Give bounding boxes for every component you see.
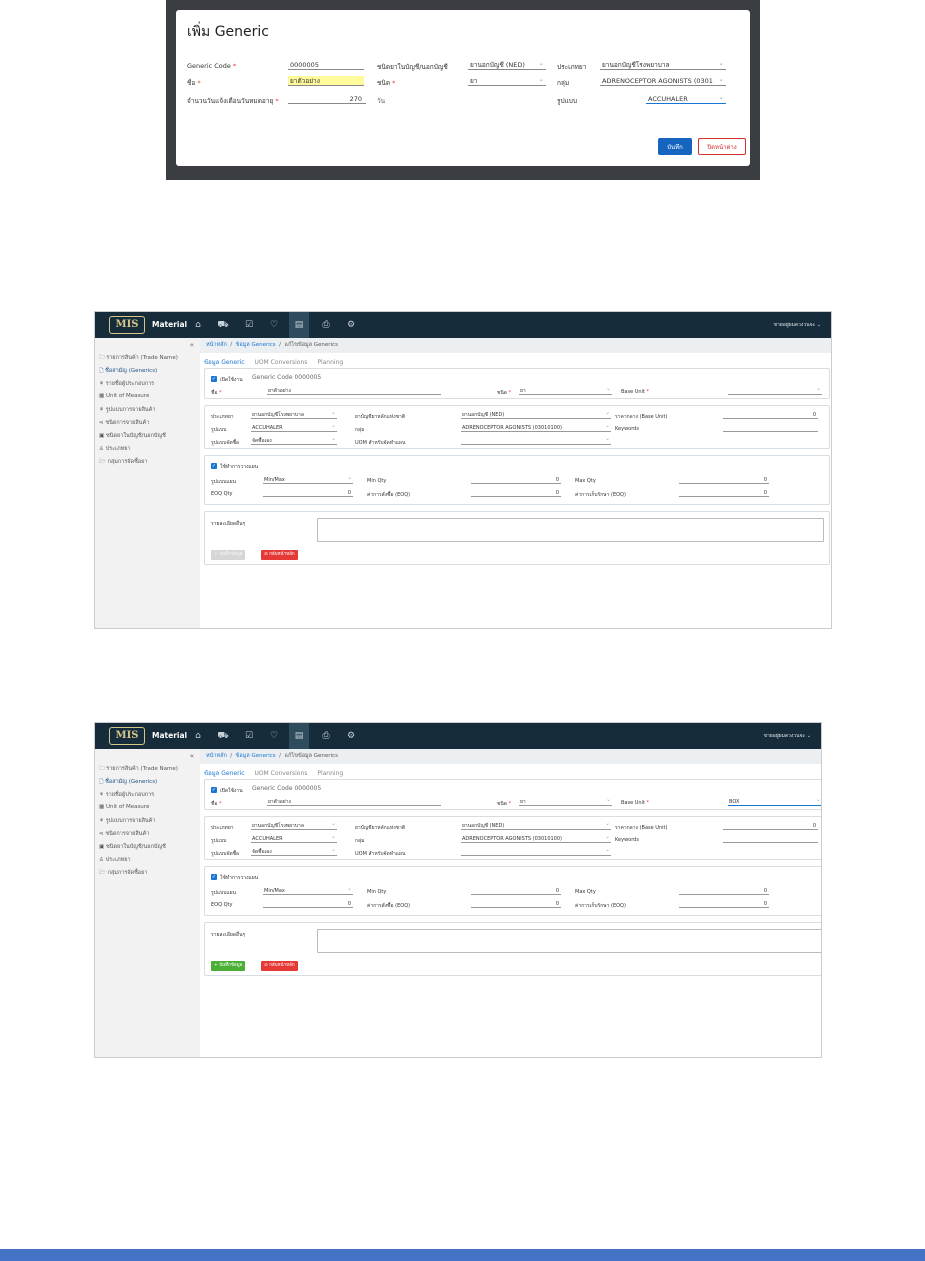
page-footer-bar xyxy=(0,1249,925,1261)
app-name: Material xyxy=(152,320,188,329)
holding-cost-input[interactable]: 0 xyxy=(679,900,769,908)
tab-generic-info[interactable]: ข้อมูล Generic xyxy=(204,768,245,781)
breadcrumb-home[interactable]: หน้าหลัก xyxy=(206,753,227,759)
max-qty-label: Max Qty xyxy=(575,889,596,895)
uom-plan-select[interactable] xyxy=(461,437,611,445)
save-button[interactable]: บันทึก xyxy=(658,138,692,155)
price-label: ราคากลาง (Base Unit) xyxy=(615,825,668,831)
purchase-form-label: รูปแบบจัดซื้อ xyxy=(211,440,240,446)
category-label: ประเภทยา xyxy=(557,63,587,71)
database-icon[interactable]: ▤ xyxy=(289,723,309,749)
breadcrumb-current: แก้ไขข้อมูล Generics xyxy=(284,753,338,759)
active-checkbox[interactable]: ✓ xyxy=(211,376,217,382)
checklist-icon[interactable]: ☑ xyxy=(244,731,254,741)
kind-label: ชนิด * xyxy=(377,79,396,87)
tab-uom-conversions[interactable]: UOM Conversions xyxy=(254,359,308,366)
cart-icon[interactable]: ⛟ xyxy=(217,320,229,330)
national-list-select[interactable]: ยานอกบัญชี (NED) ⌄ xyxy=(461,822,611,830)
base-unit-label: Base Unit * xyxy=(621,389,650,395)
document-icon[interactable]: ⎙ xyxy=(322,320,330,330)
home-icon[interactable]: ⌂ xyxy=(195,320,201,330)
kind-select[interactable]: ยา ⌄ xyxy=(468,76,546,86)
sidebar-item-uom[interactable]: ▦ Unit of Measure xyxy=(99,393,150,399)
plan-model-select[interactable]: Min/Max ⌄ xyxy=(263,887,353,895)
app-logo: MIS xyxy=(109,727,145,745)
sidebar xyxy=(95,338,200,628)
details-panel xyxy=(204,816,822,860)
sidebar-item-drug-category[interactable]: ♙ ประเภทยา xyxy=(99,446,131,452)
top-navbar xyxy=(95,312,831,338)
back-home-button[interactable]: ⊘ กลับหน้าหลัก xyxy=(261,961,298,971)
sidebar-item-trade-name[interactable]: 🗀 รายการสินค้า (Trade Name) xyxy=(99,355,178,361)
keywords-input[interactable] xyxy=(723,424,818,432)
group-label: กลุ่ม xyxy=(355,427,365,433)
settings-icon[interactable]: ⚙ xyxy=(346,320,356,330)
kind-label: ชนิด * xyxy=(497,801,512,807)
base-unit-label: Base Unit * xyxy=(621,800,650,806)
max-qty-input[interactable]: 0 xyxy=(679,476,769,484)
save-data-button[interactable]: + บันทึกข้อมูล xyxy=(211,961,245,971)
name-input[interactable]: ยาตัวอย่าง xyxy=(267,798,441,806)
min-qty-label: Min Qty xyxy=(367,478,387,484)
database-icon[interactable]: ▤ xyxy=(289,312,309,338)
name-input[interactable]: ยาตัวอย่าง xyxy=(267,387,441,395)
category-select[interactable]: ยานอกบัญชีโรงพยาบาล ⌄ xyxy=(600,60,726,70)
group-select[interactable]: ADRENOCEPTOR AGONISTS (0301 ⌄ xyxy=(600,76,726,86)
category-label: ประเภทยา xyxy=(211,825,234,831)
form-label: รูปแบบ xyxy=(557,97,578,105)
days-unit: วัน xyxy=(377,97,386,105)
sidebar-item-dispense-form[interactable]: ⚘ รูปแบบการจายสินค้า xyxy=(99,818,156,824)
settings-icon[interactable]: ⚙ xyxy=(346,731,356,741)
plan-model-select[interactable]: Min/Max ⌄ xyxy=(263,476,353,484)
add-generic-dialog xyxy=(176,10,750,166)
handshake-icon[interactable]: ♡ xyxy=(269,320,279,330)
form-select[interactable]: ACCUHALER ⌄ xyxy=(251,835,337,843)
eoq-qty-input[interactable]: 0 xyxy=(263,489,353,497)
notes-label: รายละเอียดอื่นๆ xyxy=(211,932,246,938)
sidebar-item-purchase-group[interactable]: 🗁 กลุ่มการจัดซื้อยา xyxy=(99,459,148,465)
collapse-sidebar-icon[interactable]: « xyxy=(189,752,194,760)
notes-label: รายละเอียดอื่นๆ xyxy=(211,521,246,527)
expiry-days-label: จำนวนวันแจ้งเตือนวันหมดอายุ * xyxy=(187,97,279,105)
name-label: ชื่อ * xyxy=(211,390,222,396)
order-cost-input[interactable]: 0 xyxy=(471,900,561,908)
handshake-icon[interactable]: ♡ xyxy=(269,731,279,741)
generic-edit-screenshot xyxy=(94,722,822,1058)
min-qty-label: Min Qty xyxy=(367,889,387,895)
category-label: ประเภทยา xyxy=(211,414,234,420)
save-data-button[interactable]: + บันทึกข้อมูล xyxy=(211,550,245,560)
breadcrumb-home[interactable]: หน้าหลัก xyxy=(206,342,227,348)
close-window-button[interactable]: ปิดหน้าต่าง xyxy=(698,138,746,155)
national-list-label: ยาบัญชียาหลักแห่งชาติ xyxy=(355,825,406,831)
uom-plan-label: UOM สำหรับจัดทำแผน xyxy=(355,851,406,857)
sidebar-item-trade-name[interactable]: 🗀 รายการสินค้า (Trade Name) xyxy=(99,766,178,772)
active-checkbox[interactable]: ✓ xyxy=(211,787,217,793)
kind-select[interactable]: ยา ⌄ xyxy=(519,387,612,395)
purchase-form-select[interactable]: จัดซื้อเอง ⌄ xyxy=(251,437,337,445)
keywords-label: Keywords xyxy=(615,426,639,432)
eoq-qty-label: EOQ Qty xyxy=(211,902,233,908)
eoq-qty-label: EOQ Qty xyxy=(211,491,233,497)
keywords-input[interactable] xyxy=(723,835,818,843)
sidebar-item-suppliers[interactable]: ⚘ รายชื่อผู้ประกอบการ xyxy=(99,792,155,798)
sidebar-item-purchase-group[interactable]: 🗁 กลุ่มการจัดซื้อยา xyxy=(99,870,148,876)
breadcrumb-current: แก้ไขข้อมูล Generics xyxy=(284,342,338,348)
tab-planning[interactable]: Planning xyxy=(317,359,344,366)
active-label: เปิดใช้งาน xyxy=(220,377,243,383)
national-list-select[interactable]: ยานอกบัญชี (NED) ⌄ xyxy=(461,411,611,419)
sidebar-item-dispense-form[interactable]: ⚘ รูปแบบการจายสินค้า xyxy=(99,407,156,413)
max-qty-input[interactable]: 0 xyxy=(679,887,769,895)
keywords-label: Keywords xyxy=(615,837,639,843)
kind-select[interactable]: ยา ⌄ xyxy=(519,798,612,806)
name-label: ชื่อ * xyxy=(211,801,222,807)
eoq-qty-input[interactable]: 0 xyxy=(263,900,353,908)
add-generic-modal-screenshot xyxy=(166,0,760,180)
app-logo: MIS xyxy=(109,316,145,334)
planning-panel xyxy=(204,455,830,505)
form-label: รูปแบบ xyxy=(211,838,227,844)
back-home-button[interactable]: ⊘ กลับหน้าหลัก xyxy=(261,550,298,560)
plan-model-label: รูปแบบแผน xyxy=(211,479,236,485)
form-select[interactable]: ACCUHALER ⌄ xyxy=(646,94,726,104)
national-list-label: ยาบัญชียาหลักแห่งชาติ xyxy=(355,414,406,420)
plan-checkbox[interactable]: ✓ xyxy=(211,463,217,469)
sidebar-item-account-type[interactable]: ▣ ชนิดยาในบัญชี/นอกบัญชี xyxy=(99,433,166,439)
plan-model-label: รูปแบบแผน xyxy=(211,890,236,896)
generic-code-display: Generic Code 0000005 xyxy=(252,785,322,792)
generic-edit-screenshot xyxy=(94,311,832,629)
group-select[interactable]: ADRENOCEPTOR AGONISTS (03010100) ⌄ xyxy=(461,835,611,843)
general-panel xyxy=(204,368,830,399)
home-icon[interactable]: ⌂ xyxy=(195,731,201,741)
account-type-label: ชนิดยาในบัญชี/นอกบัญชี xyxy=(377,63,448,71)
notes-textarea[interactable] xyxy=(317,518,824,542)
sidebar-item-dispense-type[interactable]: ⋖ ชนิดการจายสินค้า xyxy=(99,420,150,426)
group-select[interactable]: ADRENOCEPTOR AGONISTS (03010100) ⌄ xyxy=(461,424,611,432)
kind-label: ชนิด * xyxy=(497,390,512,396)
group-label: กลุ่ม xyxy=(355,838,365,844)
notes-panel xyxy=(204,922,822,976)
uom-plan-select[interactable] xyxy=(461,848,611,856)
notes-panel xyxy=(204,511,830,565)
purchase-form-select[interactable]: จัดซื้อเอง ⌄ xyxy=(251,848,337,856)
tab-generic-info[interactable]: ข้อมูล Generic xyxy=(204,357,245,370)
cart-icon[interactable]: ⛟ xyxy=(217,731,229,741)
sidebar-item-account-type[interactable]: ▣ ชนิดยาในบัญชี/นอกบัญชี xyxy=(99,844,166,850)
price-label: ราคากลาง (Base Unit) xyxy=(615,414,668,420)
planning-panel xyxy=(204,866,822,916)
purchase-form-label: รูปแบบจัดซื้อ xyxy=(211,851,240,857)
form-label: รูปแบบ xyxy=(211,427,227,433)
dialog-title: เพิ่ม Generic xyxy=(187,24,269,40)
sidebar-item-generics[interactable]: 🗋 ชื่อสามัญ (Generics) xyxy=(99,368,158,374)
category-select[interactable]: ยานอกบัญชีโรงพยาบาล ⌄ xyxy=(251,822,337,830)
order-cost-input[interactable]: 0 xyxy=(471,489,561,497)
plan-label: ใช้ทำการวางแผน xyxy=(220,464,259,470)
base-unit-select[interactable]: BOX ⌄ xyxy=(728,798,822,806)
breadcrumb-generics[interactable]: ข้อมูล Generics xyxy=(235,342,276,348)
document-icon[interactable]: ⎙ xyxy=(322,731,330,741)
expiry-days-field[interactable]: 270 xyxy=(288,94,366,104)
breadcrumb: หน้าหลัก / ข้อมูล Generics / แก้ไขข้อมูล Generics xyxy=(200,749,821,764)
details-panel xyxy=(204,405,830,449)
max-qty-label: Max Qty xyxy=(575,478,596,484)
price-input[interactable]: 0 xyxy=(723,411,818,419)
order-cost-label: ค่าการสั่งซื้อ (EOQ) xyxy=(367,492,411,498)
uom-plan-label: UOM สำหรับจัดทำแผน xyxy=(355,440,406,446)
tab-uom-conversions[interactable]: UOM Conversions xyxy=(254,770,308,777)
plan-checkbox[interactable]: ✓ xyxy=(211,874,217,880)
holding-cost-label: ค่าการเก็บรักษา (EOQ) xyxy=(575,492,626,498)
min-qty-input[interactable]: 0 xyxy=(471,476,561,484)
user-menu[interactable]: ขายอยู่ผมดวงวนจะ ⌄ xyxy=(763,733,811,739)
sidebar-item-dispense-type[interactable]: ⋖ ชนิดการจายสินค้า xyxy=(99,831,150,837)
plan-label: ใช้ทำการวางแผน xyxy=(220,875,259,881)
price-input[interactable]: 0 xyxy=(723,822,818,830)
collapse-sidebar-icon[interactable]: « xyxy=(189,341,194,349)
category-select[interactable]: ยานอกบัญชีโรงพยาบาล ⌄ xyxy=(251,411,337,419)
user-menu[interactable]: ขายอยู่ผมดวงวนจะ ⌄ xyxy=(773,322,821,328)
notes-textarea[interactable] xyxy=(317,929,822,953)
min-qty-input[interactable]: 0 xyxy=(471,887,561,895)
name-field[interactable]: ยาตัวอย่าง xyxy=(288,76,364,86)
generic-code-field[interactable]: 0000005 xyxy=(288,60,364,70)
holding-cost-input[interactable]: 0 xyxy=(679,489,769,497)
sidebar-item-suppliers[interactable]: ⚘ รายชื่อผู้ประกอบการ xyxy=(99,381,155,387)
breadcrumb: หน้าหลัก / ข้อมูล Generics / แก้ไขข้อมูล Generics xyxy=(200,338,831,353)
order-cost-label: ค่าการสั่งซื้อ (EOQ) xyxy=(367,903,411,909)
sidebar-item-drug-category[interactable]: ♙ ประเภทยา xyxy=(99,857,131,863)
top-navbar xyxy=(95,723,821,749)
active-label: เปิดใช้งาน xyxy=(220,788,243,794)
account-type-select[interactable]: ยานอกบัญชี (NED) ⌄ xyxy=(468,60,546,70)
group-label: กลุ่ม xyxy=(557,79,570,87)
name-label: ชื่อ * xyxy=(187,79,201,87)
generic-code-label: Generic Code * xyxy=(187,62,237,70)
checklist-icon[interactable]: ☑ xyxy=(244,320,254,330)
generic-code-display: Generic Code 0000005 xyxy=(252,374,322,381)
sidebar-item-generics[interactable]: 🗋 ชื่อสามัญ (Generics) xyxy=(99,779,158,785)
tab-planning[interactable]: Planning xyxy=(317,770,344,777)
breadcrumb-generics[interactable]: ข้อมูล Generics xyxy=(235,753,276,759)
sidebar xyxy=(95,749,200,1057)
base-unit-select[interactable] xyxy=(728,387,822,395)
general-panel xyxy=(204,779,822,810)
app-name: Material xyxy=(152,731,188,740)
sidebar-item-uom[interactable]: ▦ Unit of Measure xyxy=(99,804,150,810)
holding-cost-label: ค่าการเก็บรักษา (EOQ) xyxy=(575,903,626,909)
form-select[interactable]: ACCUHALER ⌄ xyxy=(251,424,337,432)
